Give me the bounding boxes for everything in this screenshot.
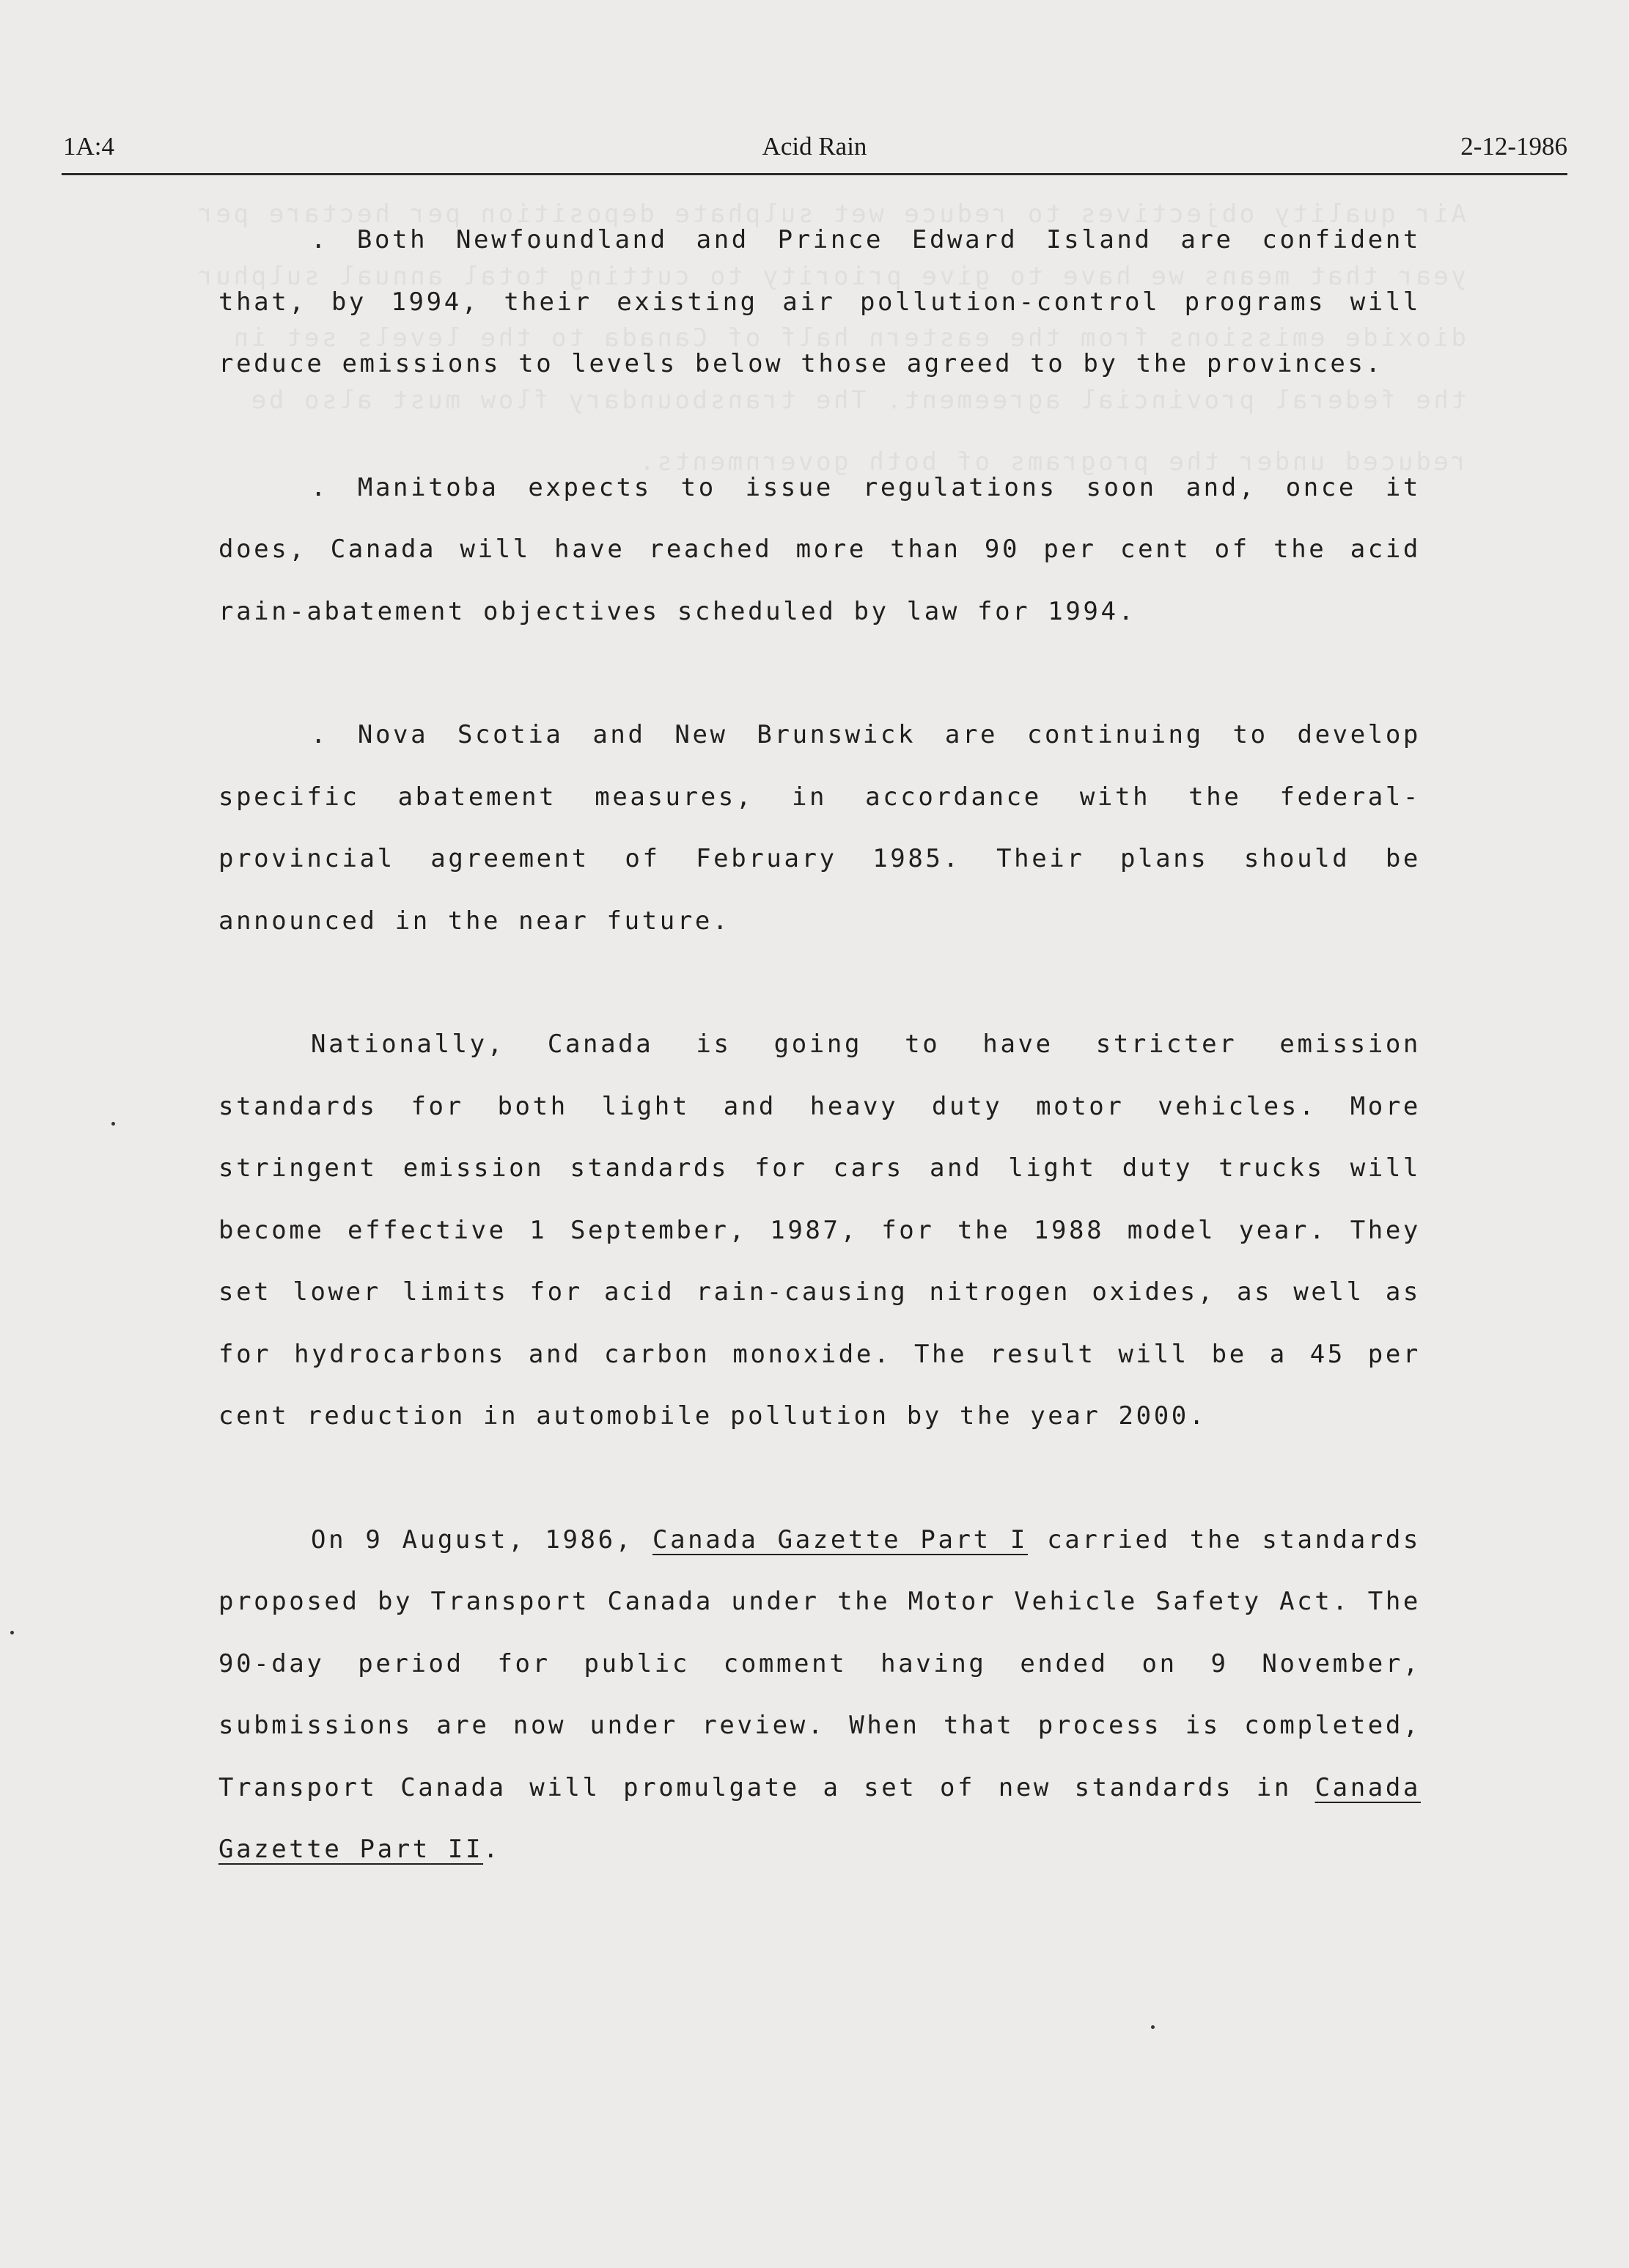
gazette-text-3: . <box>483 1835 501 1864</box>
gazette-part-two-title: Canada Gazette Part II <box>218 1772 1421 1864</box>
paper-speck <box>10 1631 14 1634</box>
paragraph-nova-scotia-new-brunswick: . Nova Scotia and New Brunswick are continuing to develop specific abatement measures, in accordance with the federal-provincial agreement of February 1985. Their plans should be announced in the near future. <box>218 720 1421 936</box>
paper-speck <box>111 1122 115 1126</box>
gazette-text-1: On 9 August, 1986, <box>311 1524 652 1555</box>
gazette-text-2: carried the standards proposed by Transport Canada under the Motor Vehicle Safety Act. The 90-day period for public comment having ended on 9 November, submissions are now under review. When that process is completed, Transport Canada will promulgate a set of new standards in <box>218 1524 1421 1802</box>
paragraph-newfoundland-pei: . Both Newfoundland and Prince Edward Island are confident that, by 1994, their existing air pollution-control programs will reduce emissions to levels below those agreed to by the provinces. <box>218 225 1421 378</box>
header-date: 2-12-1986 <box>1460 132 1567 161</box>
paper-speck <box>1151 2025 1155 2029</box>
document-body <box>218 209 1421 1881</box>
gazette-part-one-title: Canada Gazette Part I <box>652 1524 1028 1555</box>
running-title: Acid Rain <box>762 132 867 161</box>
paragraph-national-standards: Nationally, Canada is going to have stricter emission standards for both light and heavy duty motor vehicles. More stringent emission standards for cars and light duty trucks will become effective 1 September, 1987, for the 1988 model year. They set lower limits for acid rain-causing nitrogen oxides, as well as for hydrocarbons and carbon monoxide. The result will be a 45 per cent reduction in automobile pollution by the year 2000. <box>218 1030 1421 1431</box>
page-header <box>62 129 1567 175</box>
paragraph-manitoba: . Manitoba expects to issue regulations soon and, once it does, Canada will have reached more than 90 per cent of the acid rain-abatement objectives scheduled by law for 1994. <box>218 472 1421 626</box>
show-through-background: Air quality objectives to reduce wet sulphate deposition per hectare per year that means we have to give priority to cutting total annual sulphur dioxide emissions from the eastern half of Canada to the levels set in the federal provincial agreement. The transboundary flow must also be reduced under the programs of both governments. <box>195 199 1466 477</box>
page-number: 1A:4 <box>63 132 114 161</box>
paragraph-canada-gazette <box>218 1509 1421 1881</box>
